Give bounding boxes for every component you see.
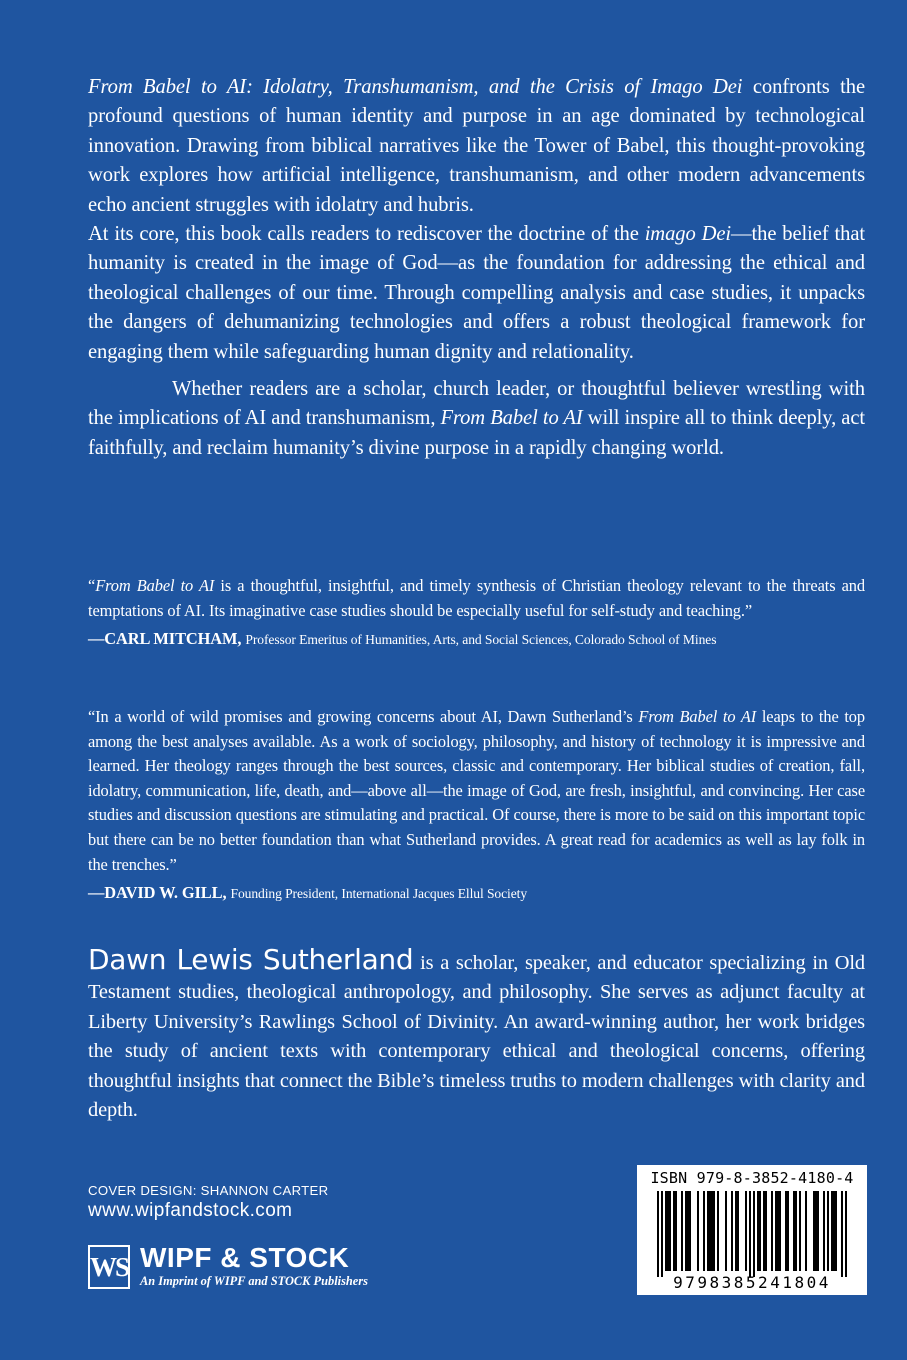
book-title-italic: From Babel to AI: Idolatry, Transhumanism, and the Crisis of Imago Dei [88,76,743,98]
barcode-bar [665,1191,667,1271]
publisher-imprint: An Imprint of WIPF and STOCK Publishers [140,1274,368,1288]
barcode-bar [745,1191,747,1271]
barcode-bar [813,1191,815,1271]
ws-logo-icon: WS [88,1245,130,1289]
barcode-bar [737,1191,739,1271]
book-description [88,73,865,463]
barcode-bar [689,1191,691,1271]
barcode-bar [669,1191,671,1271]
barcode-bar [799,1191,801,1271]
barcode-bar [765,1191,767,1271]
barcode-bar [841,1191,843,1277]
barcode-bar [793,1191,795,1271]
endorser-name: —DAVID W. GILL, [88,883,227,903]
barcode-bar [777,1191,779,1271]
author-name: Dawn Lewis Sutherland [88,943,414,976]
barcode-digits: 9798385241804 [673,1273,831,1292]
endorsement-attribution [88,881,865,907]
barcode-bar [823,1191,825,1271]
barcode-bar [731,1191,733,1271]
barcode-bar [697,1191,699,1271]
barcode-bar [785,1191,787,1271]
endorsement-mitcham [88,574,865,653]
publisher-name: WIPF & STOCK [140,1242,350,1273]
endorsement-quote: “In a world of wild promises and growing concerns about AI, Dawn Sutherland’s From Babel to AI leaps to the top among the best analyses available. As a work of sociology, philosophy, and history of technology it is impressive and learned. Her theology ranges through the best sources, classic and contemporary. Her biblical studies of creation, fall, idolatry, communication, life, death, and—above all—the image of God, are fresh, insightful, and convincing. Her case studies and discussion questions are stimulating and practical. Of course, there is more to be said on this important topic but there can be no better foundation than what Sutherland provides. A great read for academics as well as lay folk in the trenches.” [88,707,865,874]
barcode-bar [725,1191,727,1271]
barcode-bar [709,1191,711,1271]
barcode-bar [787,1191,789,1271]
description-paragraph-1: From Babel to AI: Idolatry, Transhumanism, and the Crisis of Imago Dei confronts the profound questions of human identity and purpose in an age dominated by technological innovation. Drawing from biblical narratives like the Tower of Babel, this thought-provoking work explores how artificial intelligence, transhumanism, and other modern advancements echo ancient struggles with idolatry and hubris. [88,76,865,216]
barcode-bar [845,1191,847,1277]
barcode-bar [815,1191,817,1271]
barcode-bar [685,1191,687,1271]
barcode-bar [673,1191,675,1271]
barcode-bar [833,1191,835,1271]
description-paragraph-3: Whether readers are a scholar, church leader, or thoughtful believer wrestling with the implications of AI and transhumanism, From Babel to AI will inspire all to think deeply, act faithfully, and reclaim humanity’s divine purpose in a rapidly changing world. [88,378,865,459]
barcode-bar [661,1191,663,1277]
barcode-bar [779,1191,781,1271]
endorser-title: Professor Emeritus of Humanities, Arts, and Social Sciences, Colorado School of Mines [245,632,717,648]
barcode-bar [703,1191,705,1271]
barcode-bar [757,1191,759,1271]
barcode-bar [775,1191,777,1271]
endorser-title: Founding President, International Jacques Ellul Society [230,886,528,902]
publisher-website: www.wipfandstock.com [88,1200,293,1221]
endorser-name: —CARL MITCHAM, [88,629,242,649]
barcode-bar [675,1191,677,1271]
description-paragraph-2: At its core, this book calls readers to rediscover the doctrine of the imago Dei—the belief that humanity is created in the image of God—as the foundation for addressing the ethical and theological challenges of our time. Through compelling analysis and case studies, it unpacks the dangers of dehumanizing technologies and offers a robust theological framework for engaging them while safeguarding human dignity and relationality. [88,223,865,363]
barcode-bar [831,1191,833,1271]
barcode-bar [713,1191,715,1271]
barcode-bar [795,1191,797,1271]
barcode-bar [711,1191,713,1271]
barcode-bar [749,1191,751,1277]
barcode-bar [835,1191,837,1271]
barcode-bar [667,1191,669,1271]
barcode-bar [817,1191,819,1271]
cover-design-credit: COVER DESIGN: SHANNON CARTER [88,1183,329,1198]
barcode-bar [753,1191,755,1277]
barcode-bar [735,1191,737,1271]
isbn-barcode [637,1165,867,1295]
publisher-logo [88,1242,408,1294]
endorsement-attribution [88,627,865,653]
barcode-bar [717,1191,719,1271]
barcode-bar [805,1191,807,1271]
barcode-bar [687,1191,689,1271]
barcode-bar [759,1191,761,1271]
barcode-bar [827,1191,829,1271]
author-bio [88,945,865,1125]
isbn-label: ISBN 979-8-3852-4180-4 [650,1169,854,1187]
endorsement-quote: “From Babel to AI is a thoughtful, insightful, and timely synthesis of Christian theology relevant to the threats and temptations of AI. Its imaginative case studies should be especially useful for self-study and teaching.” [88,576,865,620]
endorsement-gill [88,705,865,907]
barcode-bar [763,1191,765,1271]
barcode-bar [681,1191,683,1271]
barcode-bar [707,1191,709,1271]
barcode-bar [771,1191,773,1271]
barcode-bar [657,1191,659,1277]
author-bio-text: is a scholar, speaker, and educator specializing in Old Testament studies, theological anthropology, and philosophy. She serves as adjunct faculty at Liberty University’s Rawlings School of Divinity. An award-winning author, her work bridges the study of ancient texts with contemporary ethical and theological concerns, offering thoughtful insights that connect the Bible’s timeless truths to modern challenges with clarity and depth. [88,952,865,1122]
